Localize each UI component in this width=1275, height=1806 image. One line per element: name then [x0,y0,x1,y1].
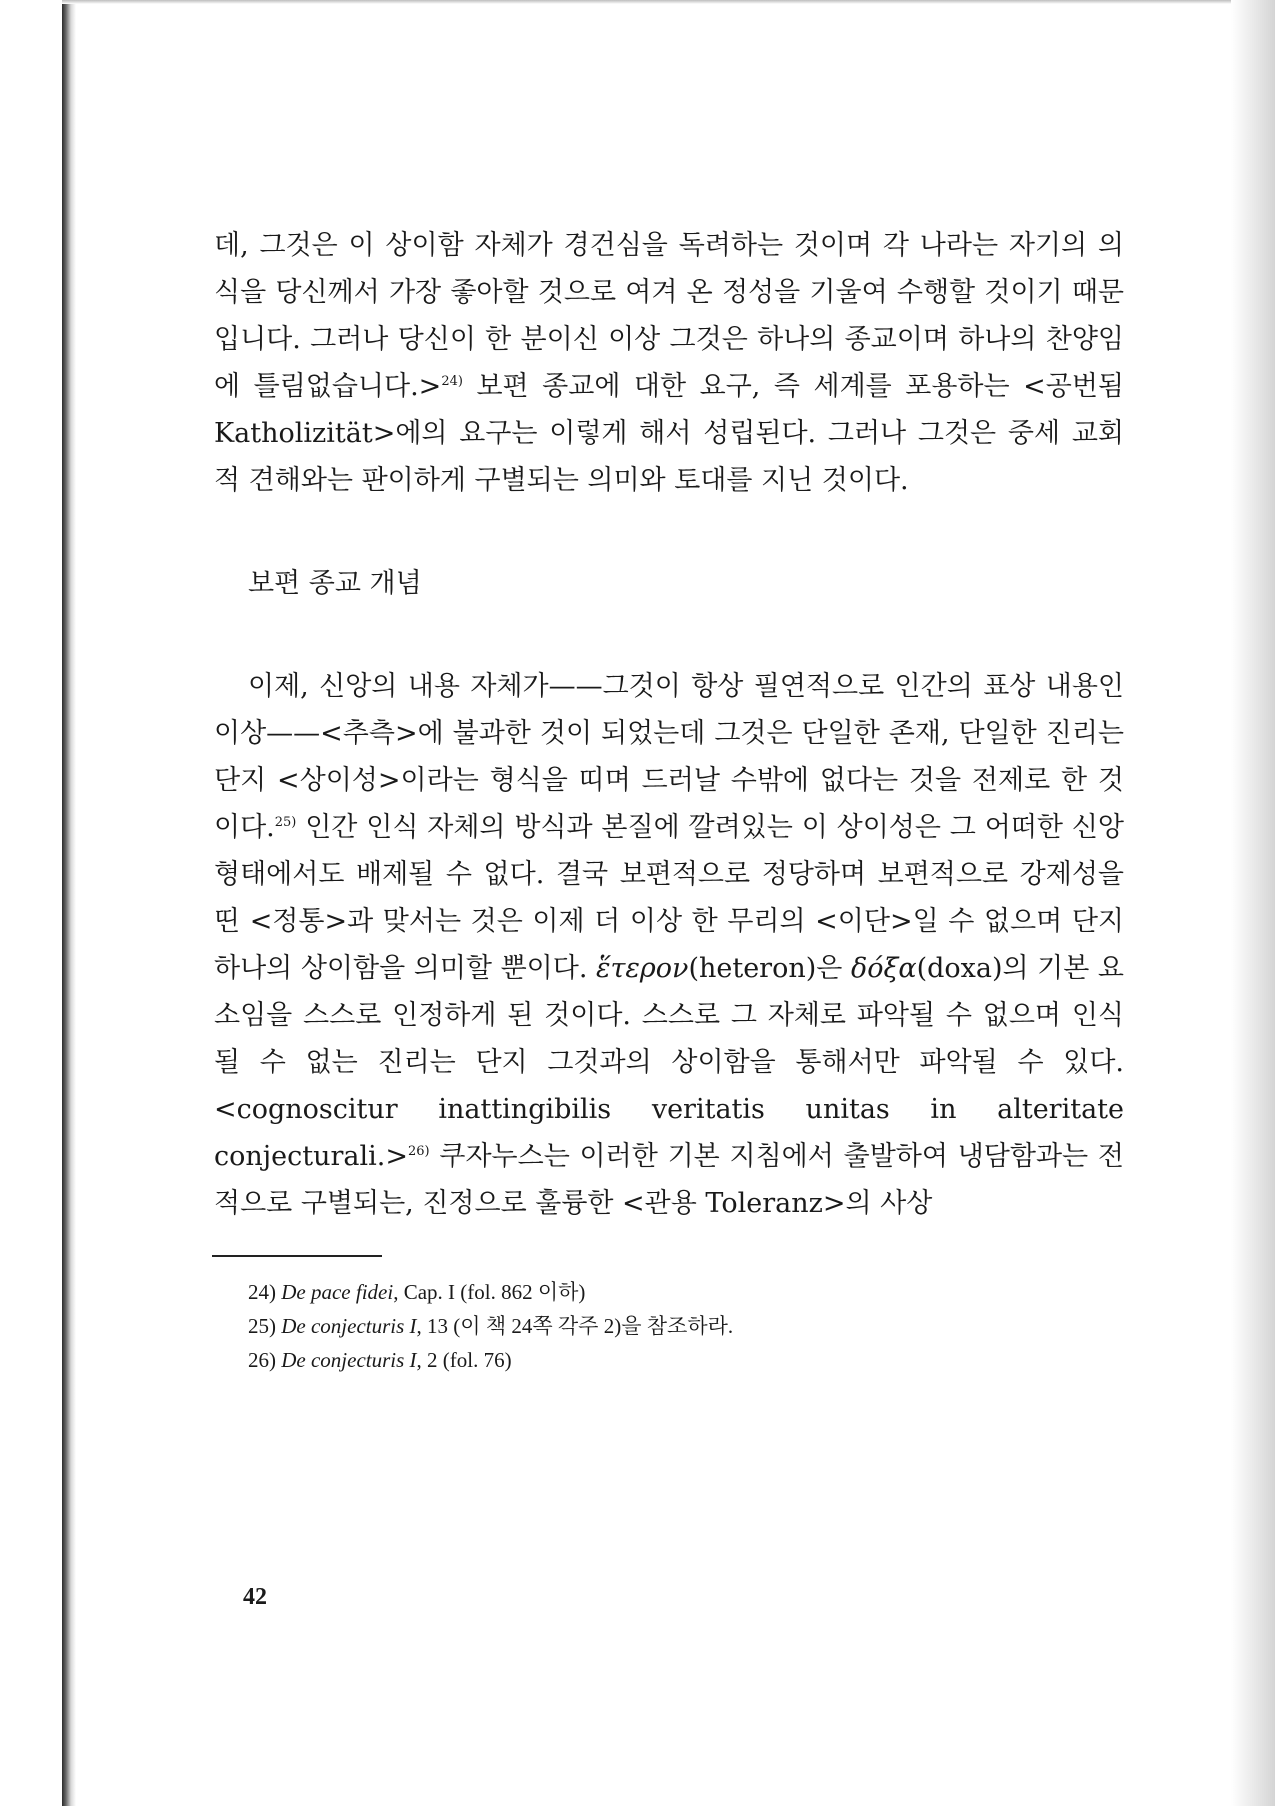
footnotes [248,1275,1124,1377]
footnote-24: 24) De pace fidei, Cap. I (fol. 862 이하) [248,1280,586,1304]
footnote-ref-26: 26) [407,1144,430,1159]
paragraph-2: 이제, 신앙의 내용 자체가——그것이 항상 필연적으로 인간의 표상 내용인 이상——<추측>에 불과한 것이 되었는데 그것은 단일한 존재, 단일한 진리는 단지 <상이성>이라는 형식을 띠며 드러날 수밖에 없다는 것을 전제로 한 것이다.$^{25)}$ 인간 인식 자체의 방식과 본질에 깔려있는 이 상이성은 그 어떠한 신앙 형태에서도 배제될 수 없다. 결국 보편적으로 정당하며 보편적으로 강제성을 띤 <정통>과 맞서는 것은 이제 더 이상 한 무리의 <이단>일 수 없으며 단지 하나의 상이함을 의미할 뿐이다. ἕτερον(heteron)은 δόξα(doxa)의 기본 요소임을 스스로 인정하게 된 것이다. 스스로 그 자체로 파악될 수 없으며 인식될 수 없는 진리는 단지 그것과의 상이함을 통해서만 파악될 수 있다. <cognoscitur inattingibilis veritatis unitas in alteritate conjecturali.>$^{26)}$ 쿠자누스는 이러한 기본 지침에서 출발하여 냉담함과는 전적으로 구별되는, 진정으로 훌륭한 <관용 Toleranz>의 사상 [214,671,1124,1219]
page-number: 42 [243,1584,267,1610]
paragraph-1: 데, 그것은 이 상이함 자체가 경건심을 독려하는 것이며 각 나라는 자기의 의식을 당신께서 가장 좋아할 것으로 여겨 온 정성을 기울여 수행할 것이기 때문입니다. 그러나 당신이 한 분이신 이상 그것은 하나의 종교이며 하나의 찬양임에 틀림없습니다.>$^{24)}$ 보편 종교에 대한 요구, 즉 세계를 포용하는 <공번됨 Katholizität>에의 요구는 이렇게 해서 성립된다. 그러나 그것은 중세 교회적 견해와는 판이하게 구별되는 의미와 토대를 지닌 것이다. [214,230,1124,496]
footnote-26: 26) De conjecturis I, 2 (fol. 76) [248,1348,512,1372]
greek-doxa: δόξα [850,953,917,984]
greek-heteron: ἕτερον [595,953,689,984]
page-top-edge [62,0,1275,4]
footnote-25: 25) De conjecturis I, 13 (이 책 24쪽 각주 2)을 참조하라. [248,1314,734,1338]
section-heading: 보편 종교 개념 [248,568,422,599]
footnote-ref-24: 24) [441,374,463,389]
page-right-shadow [1231,0,1275,1806]
footnote-ref-25: 25) [274,815,297,830]
page-binding-edge [62,0,76,1806]
footnote-divider [212,1255,382,1257]
page-content [214,222,1124,1377]
